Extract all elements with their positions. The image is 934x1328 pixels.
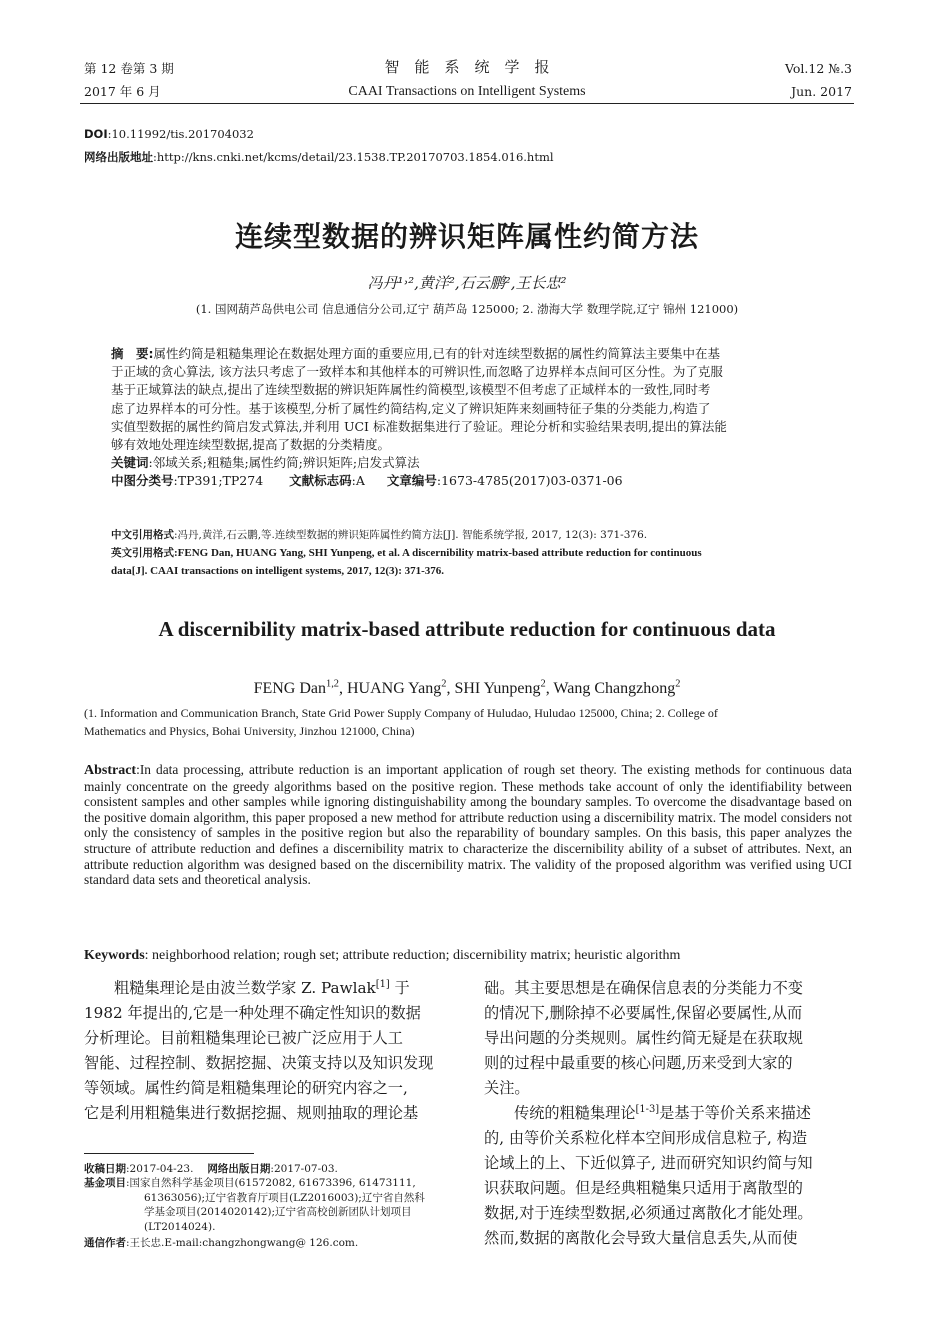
doc-code-label: 文献标志码 [289,473,352,489]
citation-cn-label: 中文引用格式 [111,529,174,541]
body-text-line: 论域上的上、下近似算子, 进而研究知识约简与知 [484,1154,813,1172]
affiliation-en-line: (1. Information and Communication Branch, State Grid Power Supply Company of Huludao, Huludao 125000, China; 2. College of [84,706,718,720]
abstract-en [84,762,852,888]
author-en: FENG Dan [253,680,326,697]
body-text-line: 导出问题的分类规则。属性约简无疑是在获取规 [484,1029,803,1047]
body-text-line: 的, 由等价关系粒化样本空间形成信息粒子, 构造 [484,1129,808,1147]
journal-name-en: CAAI Transactions on Intelligent Systems [348,84,586,99]
abstract-cn [111,345,827,491]
author-affil-sup: 1,2 [326,678,339,690]
author-affil-sup: 2 [441,678,447,690]
body-text: 粗糙集理论是由波兰数学家 Z. Pawlak [114,979,376,997]
fund-line: 学基金项目(2014020142);辽宁省高校创新团队计划项目 [144,1206,412,1219]
clc-value: :TP391;TP274 [173,473,264,489]
online-date-label: 网络出版日期 [207,1163,271,1175]
citation-en-value-line2: data[J]. CAAI transactions on intelligent systems, 2017, 12(3): 371-376. [111,565,445,577]
citation-cn-value: :冯丹,黄洋,石云鹏,等.连续型数据的辨识矩阵属性约简方法[J]. 智能系统学报, 2017, 12(3): 371-376. [174,529,648,541]
citation-ref: [1-3] [635,1103,660,1115]
fund-line: (LT2014024). [144,1220,216,1233]
authors-cn: 冯丹¹˒²,黄洋²,石云鹏²,王长忠² [367,274,567,292]
corresponding-label: 通信作者 [84,1237,126,1250]
abstract-en-text: :In data processing, attribute reduction is an important application of rough set theory. The existing methods for continuous data mainly concentrate on the greedy algorithms based on the positive region. These methods take account of only the identifiability between consistent samples and other samples while ignoring distinguishability among the boundary samples. To overcome the disadvantage based on the positive domain algorithm, this paper proposed a new method for attribute reduction using a discernibility matrix. The model considers not only the consistency of samples in the positive region but also the reparability of boundary samples. On this basis, this paper analyzes the structure of attribute reduction and defines a discernibility matrix to characterize the discernibility ability of a subset of attributes. Next, an attribute reduction algorithm was designed based on the discernibility matrix. The validity of the proposed algorithm was verified using UCI standard data sets and theoretical analysis. [84,762,852,888]
received-label: 收稿日期 [84,1163,126,1175]
header-rule [80,103,854,104]
issue-date-en: Jun. 2017 [791,84,852,99]
affiliation-cn: (1. 国网葫芦岛供电公司 信息通信分公司,辽宁 葫芦岛 125000; 2. 渤海大学 数理学院,辽宁 锦州 121000) [195,302,739,316]
classification-line [111,472,827,490]
body-text-line: 等领域。属性约简是粗糙集理论的研究内容之一, [84,1079,408,1097]
abstract-cn-line: 够有效地处理连续型数据,提高了数据的分类精度。 [111,437,390,453]
body-text-line: 它是利用粗糙集进行数据挖掘、规则抽取的理论基 [84,1104,419,1122]
body-text: 是基于等价关系来描述 [659,1104,811,1122]
body-text: 于 [389,979,410,997]
citation-ref: [1] [375,978,390,990]
keywords-cn-label: 关键词 [111,455,149,471]
fund-label: 基金项目 [84,1177,126,1190]
authors-en [0,680,934,698]
doi-label: DOI [84,127,108,141]
abstract-cn-line: 实值型数据的属性约简启发式算法,并利用 UCI 标准数据集进行了验证。理论分析和实验结果表明,提出的算法能 [111,418,727,434]
online-address-line [84,149,554,165]
abstract-cn-line: 基于正域算法的缺点,提出了连续型数据的辨识矩阵属性约简模型,该模型不但考虑了正域样本的一致性,同时考 [111,382,711,398]
keywords-en-value: : neighborhood relation; rough set; attribute reduction; discernibility matrix; heuristic algorithm [144,948,681,963]
issue-date-cn: 2017 年 6 月 [84,84,161,99]
body-text-line: 识获取问题。但是经典粗糙集只适用于离散型的 [484,1179,803,1197]
author-en: , SHI Yunpeng [446,680,541,697]
article-no-value: :1673-4785(2017)03-0371-06 [436,473,623,489]
keywords-en-label: Keywords [84,948,145,963]
online-address-label: 网络出版地址 [84,150,153,164]
author-affil-sup: 2 [540,678,546,690]
corresponding-value: :王长忠.E-mail:changzhongwang@ 126.com. [126,1237,359,1250]
body-text-line: 然而,数据的离散化会导致大量信息丢失,从而使 [484,1229,798,1247]
body-text-line: 1982 年提出的,它是一种处理不确定性知识的数据 [84,1004,421,1022]
body-left-column [84,976,450,1126]
body-text-line: 分析理论。目前粗糙集理论已被广泛应用于人工 [84,1029,403,1047]
body-text-line: 关注。 [484,1079,530,1097]
journal-issue: 第 12 卷第 3 期 [84,61,174,76]
citation-en-value: :FENG Dan, HUANG Yang, SHI Yunpeng, et al. A discernibility matrix-based attribute reduction for continuous [174,547,702,559]
fund-line: 61363056);辽宁省教育厅项目(LZ2016003);辽宁省自然科 [144,1191,425,1204]
abstract-en-label: Abstract [84,763,137,778]
body-right-column [484,976,854,1251]
title-en: A discernibility matrix-based attribute reduction for continuous data [158,617,776,641]
online-date: :2017-07-03. [270,1163,338,1175]
abstract-cn-line: 于正域的贪心算法, 该方法只考虑了一致样本和其他样本的可辨识性,而忽略了边界样本点间可区分性。为了克服 [111,364,723,380]
body-text-line: 智能、过程控制、数据挖掘、决策支持以及知识发现 [84,1054,434,1072]
citation-block [111,526,827,580]
affiliation-en-line: Mathematics and Physics, Bohai University, Jinzhou 121000, China) [84,724,415,738]
author-en: , HUANG Yang [339,680,442,697]
online-address-value: :http://kns.cnki.net/kcms/detail/23.1538.TP.20170703.1854.016.html [153,150,554,164]
keywords-cn [111,454,827,472]
author-en: , Wang Changzhong [545,680,676,697]
abstract-cn-line: 虑了边界样本的可分性。基于该模型,分析了属性约简结构,定义了辨识矩阵来刻画特征子集的分类能力,构造了 [111,400,711,416]
body-text-line: 则的过程中最重要的核心问题,历来受到大家的 [484,1054,793,1072]
affiliation-en [84,704,854,740]
clc-label: 中图分类号 [111,473,174,489]
body-text-line: 础。其主要思想是在确保信息表的分类能力不变 [484,979,803,997]
abstract-cn-label: 摘 要: [111,346,154,361]
abstract-cn-line: 属性约简是粗糙集理论在数据处理方面的重要应用,已有的针对连续型数据的属性约简算法主要集中在基 [153,346,720,361]
keywords-en [84,948,852,964]
journal-name-cn: 智 能 系 统 学 报 [384,58,550,76]
doi-line [84,126,254,142]
body-text-line: 数据,对于连续型数据,必须通过离散化才能处理。 [484,1204,813,1222]
doc-code-value: :A [351,473,365,489]
author-affil-sup: 2 [675,678,681,690]
article-no-label: 文章编号 [386,473,437,489]
citation-en-label: 英文引用格式 [111,547,174,559]
doi-value: :10.11992/tis.201704032 [107,127,254,141]
title-cn: 连续型数据的辨识矩阵属性约简方法 [234,220,699,253]
body-text: 传统的粗糙集理论 [514,1104,636,1122]
body-text-line: 的情况下,删除掉不必要属性,保留必要属性,从而 [484,1004,803,1022]
volume-number: Vol.12 №.3 [784,61,852,76]
keywords-cn-value: :邻域关系;粗糙集;属性约简;辨识矩阵;启发式算法 [148,455,420,471]
footnote-rule [84,1153,254,1154]
received-date: :2017-04-23. [126,1163,194,1175]
fund-line: :国家自然科学基金项目(61572082, 61673396, 61473111, [126,1177,416,1190]
footnote-block [84,1162,454,1250]
